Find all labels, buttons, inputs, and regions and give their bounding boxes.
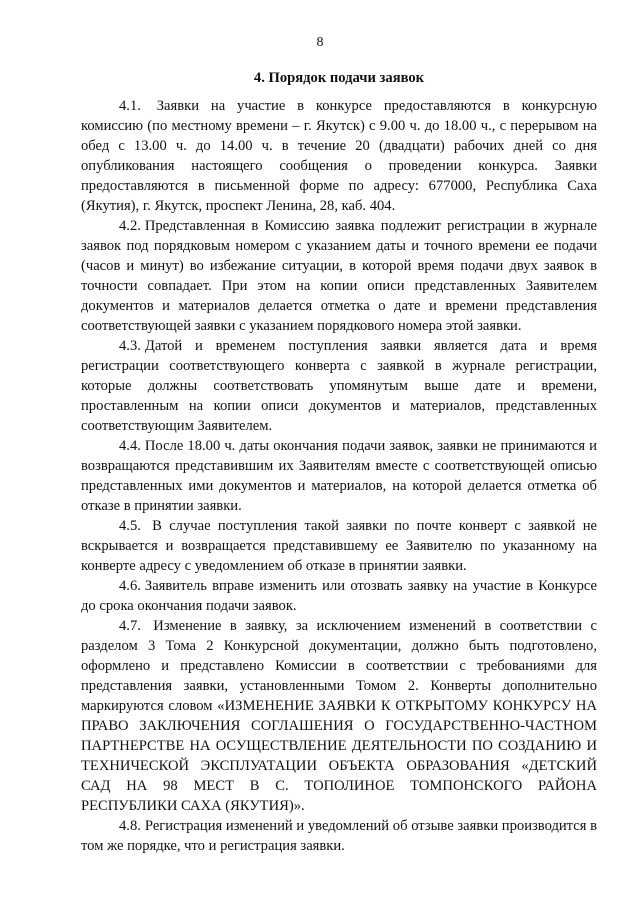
paragraph-text: Заявитель вправе изменить или отозвать заявку на участие в Конкурсе до срока окончания подачи заявок. xyxy=(81,578,597,614)
paragraph-text: Датой и временем поступления заявки является дата и время регистрации соответствующего конверта с заявкой в журнале регистрации, которые должны соответствовать упомянутым выше дате и времени, проставленным на копии описи документов и материалов, представленных соответствующим Заявителем. xyxy=(81,338,597,434)
paragraph-4-4 xyxy=(81,436,597,516)
paragraph-text: Представленная в Комиссию заявка подлежит регистрации в журнале заявок под порядковым номером с указанием даты и точного времени ее подачи (часов и минут) во избежание ситуации, в которой время подачи двух заявок в точности совпадает. При этом на копии описи представленных Заявителем документов и материалов делается отметка о дате и времени представления соответствующей заявки с указанием порядкового номера этой заявки. xyxy=(81,218,597,334)
paragraph-4-7 xyxy=(81,616,597,816)
paragraph-4-2 xyxy=(81,216,597,336)
paragraph-number: 4.6. xyxy=(119,578,141,594)
paragraph-text: В случае поступления такой заявки по почте конверт с заявкой не вскрывается и возвращается представившему ее Заявителю по указанному на конверте адресу с уведомлением об отказе в принятии заявки. xyxy=(81,518,597,574)
paragraph-4-5 xyxy=(81,516,597,576)
paragraph-number: 4.4. xyxy=(119,438,141,454)
paragraph-4-6 xyxy=(81,576,597,616)
section-title: 4. Порядок подачи заявок xyxy=(253,70,425,86)
paragraph-text: После 18.00 ч. даты окончания подачи заявок, заявки не принимаются и возвращаются представившим их Заявителям вместе с соответствующей описью представленных ими документов и материалов, на которой делается отметка об отказе в принятии заявки. xyxy=(81,438,597,514)
paragraph-4-1 xyxy=(81,96,597,216)
paragraph-number: 4.1. xyxy=(119,98,141,114)
paragraph-4-3 xyxy=(81,336,597,436)
paragraph-text: Изменение в заявку, за исключением изменений в соответствии с разделом 3 Тома 2 Конкурсной документации, должно быть подготовлено, оформлено и представлено Комиссии в соответствии с требованиями для представления заявки, установленными Томом 2. Конверты дополнительно маркируются словом «ИЗМЕНЕНИЕ ЗАЯВКИ К ОТКРЫТОМУ КОНКУРСУ НА ПРАВО ЗАКЛЮЧЕНИЯ СОГЛАШЕНИЯ О ГОСУДАРСТВЕННО-ЧАСТНОМ ПАРТНЕРСТВЕ НА ОСУЩЕСТВЛЕНИЕ ДЕЯТЕЛЬНОСТИ ПО СОЗДАНИЮ И ТЕХНИЧЕСКОЙ ЭКСПЛУАТАЦИИ ОБЪЕКТА ОБРАЗОВАНИЯ «ДЕТСКИЙ САД НА 98 МЕСТ В С. ТОПОЛИНОЕ ТОМПОНСКОГО РАЙОНА РЕСПУБЛИКИ САХА (ЯКУТИЯ)». xyxy=(81,618,597,814)
paragraph-4-8 xyxy=(81,816,597,856)
paragraph-text: Заявки на участие в конкурсе предоставляются в конкурсную комиссию (по местному времени – г. Якутск) с 9.00 ч. до 18.00 ч., с перерывом на обед с 13.00 ч. до 14.00 ч. в течение 20 (двадцати) рабочих дней со дня опубликования настоящего сообщения о проведении конкурса. Заявки предоставляются в письменной форме по адресу: 677000, Республика Саха (Якутия), г. Якутск, проспект Ленина, 28, каб. 404. xyxy=(81,98,597,214)
paragraph-text: Регистрация изменений и уведомлений об отзыве заявки производится в том же порядке, что и регистрация заявки. xyxy=(81,818,597,854)
page-number: 8 xyxy=(316,35,324,50)
paragraph-number: 4.2. xyxy=(119,218,141,234)
document-body xyxy=(81,68,597,856)
paragraph-number: 4.7. xyxy=(119,618,141,634)
paragraph-number: 4.3. xyxy=(119,338,141,354)
paragraph-number: 4.5. xyxy=(119,518,141,534)
paragraph-number: 4.8. xyxy=(119,818,141,834)
